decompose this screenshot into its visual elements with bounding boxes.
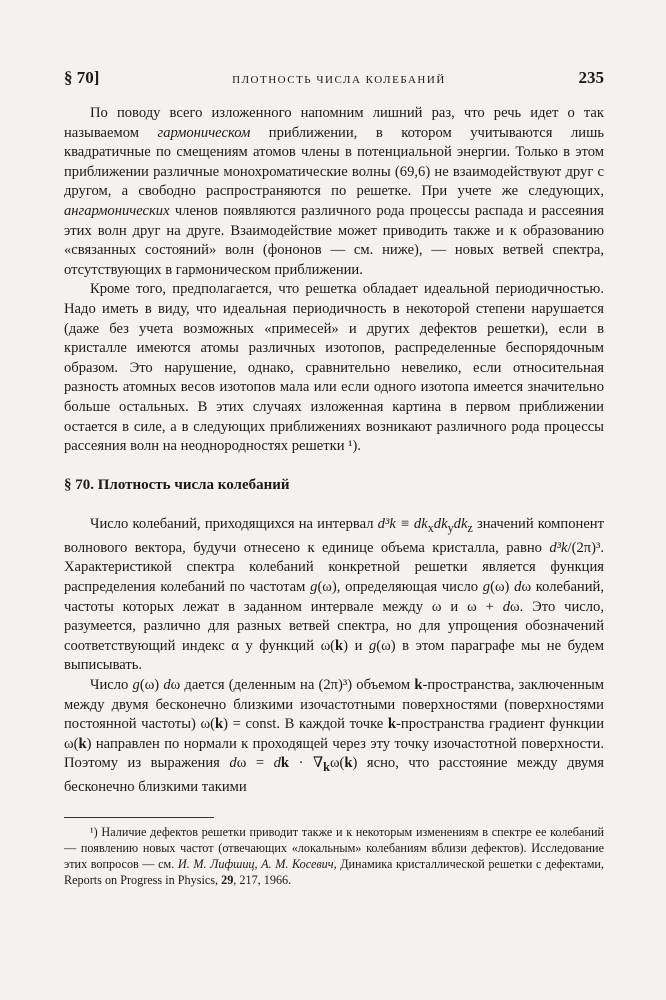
text-run: y	[447, 521, 454, 536]
text-run: 29	[221, 873, 234, 888]
paragraph	[64, 676, 604, 797]
footnote	[64, 824, 604, 888]
text-run: , Динамика кристаллической решетки с дефектами, Reports on Progress in Physics,	[64, 857, 604, 888]
text-run: x	[427, 521, 434, 536]
text-run: (ω), определяющая число	[317, 578, 483, 595]
text-run: g	[310, 578, 318, 595]
section-reference: § 70]	[64, 68, 100, 87]
text-run: -пространства градиент функции ω(	[64, 716, 605, 752]
text-run: ω. Это число, разумеется, различно для разных ветвей спектра, но для упрощения обозначений соответствующий индекс α у функций ω(	[64, 598, 604, 654]
paragraph	[64, 515, 604, 676]
text-run: k	[414, 676, 423, 693]
text-run: d³k ≡ dk	[377, 516, 428, 533]
paragraph	[64, 280, 604, 456]
text-run: ω дается (деленным на (2π)³) объемом	[170, 676, 415, 693]
text-run: приближении, в котором учитываются лишь квадратичные по смещениям атомов члены в потенциальной энергии. Только в этом приближении различные монохроматические волны (69,6) не взаимодействуют друг с другом, а свободно распространяются по решетке. При учете же следующих,	[64, 124, 604, 200]
text-run: (ω)	[490, 578, 515, 595]
book-page	[64, 68, 604, 888]
paragraph	[64, 104, 604, 280]
text-run: k	[387, 716, 397, 733]
text-run: k	[215, 716, 224, 733]
text-run: ω колебаний, частоты которых лежат в заданном интервале между ω и ω +	[64, 578, 604, 615]
text-run: ) направлен по нормали к проходящей через эту точку изочастотной поверхности. Поэтому из выражения	[64, 735, 604, 772]
text-run: g	[368, 637, 377, 654]
text-run: И. М. Лифшиц, А. М. Косевич	[177, 857, 334, 872]
running-header	[64, 68, 604, 92]
text-run: ) и	[343, 637, 369, 654]
text-run: ) ясно, что расстояние между двумя бесконечно близкими такими	[64, 755, 604, 795]
text-run: -пространства, заключенным между двумя бесконечно близкими изочастотными поверхностями (поверхностями постоянной частоты) ω(	[64, 676, 605, 733]
text-run: значений компонент волнового вектора, будучи отнесено к единице объема кристалла, равно	[64, 516, 604, 556]
text-run: (ω) в этом параграфе мы не будем выписывать.	[64, 637, 605, 674]
text-run: (ω)	[139, 676, 164, 693]
text-run: /(2π)³. Характеристикой спектра колебаний конкретной решетки является функция распределения колебаний по частотам	[64, 539, 604, 595]
text-run: z	[467, 521, 473, 536]
text-run: членов появляются различного рода процессы распада и рассеяния этих волн друг на друге. Взаимодействие может приводить также и к образованию «связанных состояний» волн (фононов — см. ниже), — новых ветвей спектра, отсутствующих в гармоническом приближении.	[64, 202, 604, 278]
page-number: 235	[578, 68, 604, 87]
text-run: k	[78, 735, 87, 752]
text-run: Число	[90, 676, 133, 693]
text-run: d³k	[549, 539, 568, 556]
text-run: d	[163, 676, 171, 693]
running-title: ПЛОТНОСТЬ ЧИСЛА КОЛЕБАНИЙ	[232, 74, 446, 86]
text-run: d	[229, 755, 237, 772]
text-run: · ∇	[289, 755, 324, 772]
text-run: k	[280, 755, 290, 772]
text-run: ω(	[329, 755, 345, 772]
text-run: k	[335, 637, 344, 654]
text-run: Кроме того, предполагается, что решетка обладает идеальной периодичностью. Надо иметь в виду, что идеальная периодичность в некоторой степени нарушается (даже без учета возможных «примесей» и других дефектов решетки), если в кристалле имеются атомы различных изотопов, распределенные беспорядочным образом. Это нарушение, однако, сравнительно невелико, если относительная разность атомных весов изотопов мала или если одного изотопа имеется значительно больше остальных. В этих случаях изложенная картина в первом приближении остается в силе, а в следующих приближениях возникают различного рода процессы рассеяния волн на неоднородностях решетки ¹).	[64, 281, 604, 455]
text-run: g	[132, 676, 140, 693]
text-run: ¹) Наличие дефектов решетки приводит также и к некоторым изменениям в спектре ее колебаний — появлению новых частот (отвечающих «локальным» колебаниям вблизи дефектов). Исследование этих вопросов — см.	[64, 825, 604, 872]
text-run: Число колебаний, приходящихся на интервал	[90, 516, 378, 533]
text-run: g	[482, 578, 491, 595]
text-run: dk	[453, 516, 468, 533]
text-run: , 217, 1966.	[233, 873, 292, 888]
text-run: гармоническом	[157, 124, 251, 141]
text-run: d	[273, 755, 281, 772]
footnote-divider	[64, 817, 214, 818]
text-run: k	[344, 755, 353, 772]
main-text	[64, 104, 604, 797]
section-heading: § 70. Плотность числа колебаний	[64, 476, 290, 493]
text-run: ) = const. В каждой точке	[223, 716, 388, 733]
text-run: k	[323, 760, 330, 775]
text-run: ω =	[236, 755, 274, 772]
text-run: d	[502, 598, 510, 615]
text-run: ангармонических	[64, 202, 170, 219]
text-run: По поводу всего изложенного напомним лишний раз, что речь идет о так называемом	[64, 105, 604, 141]
text-run: dk	[433, 516, 448, 533]
text-run: d	[514, 578, 522, 595]
